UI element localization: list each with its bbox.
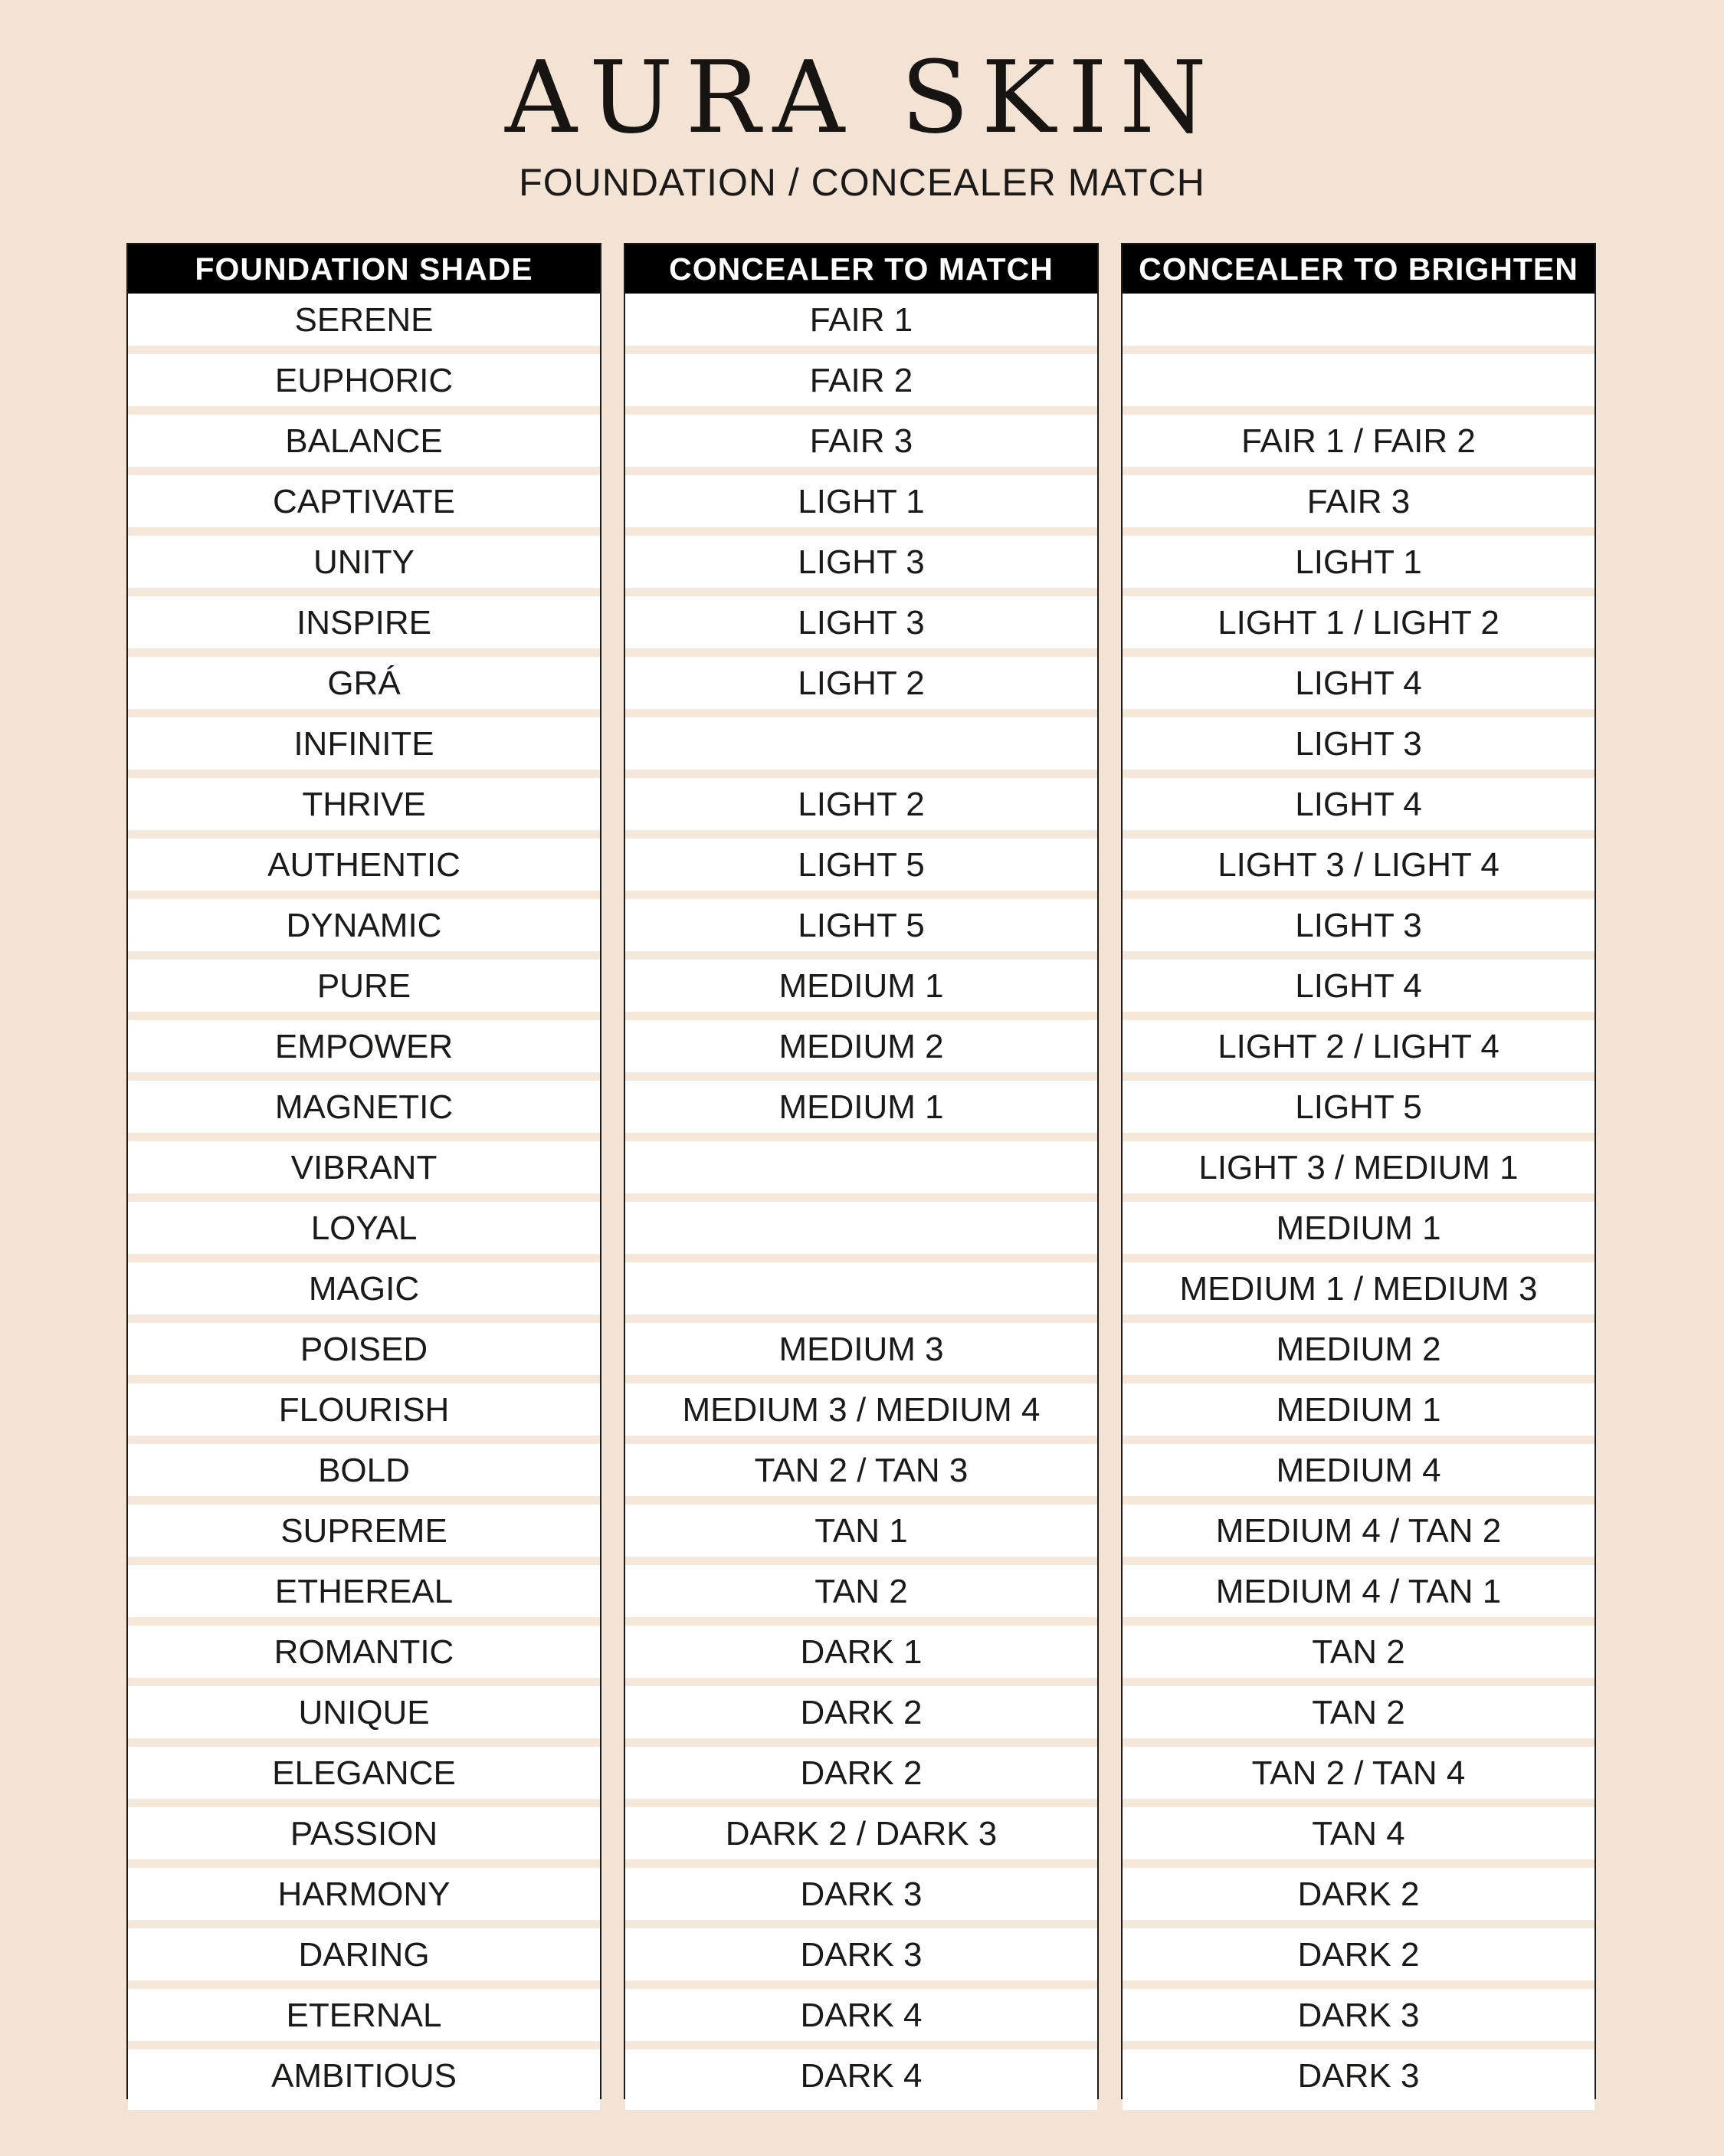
table-cell: MEDIUM 4 / TAN 2 xyxy=(1123,1505,1595,1565)
table-cell: LIGHT 1 xyxy=(1123,536,1595,596)
table-cell: HARMONY xyxy=(128,1868,600,1928)
table-cell: DYNAMIC xyxy=(128,899,600,960)
table-cell: DARK 4 xyxy=(625,1989,1097,2049)
table-cell: DARK 2 xyxy=(625,1747,1097,1807)
table-cell: LIGHT 5 xyxy=(625,838,1097,899)
table-cell: TAN 2 xyxy=(625,1565,1097,1626)
table-cell: MEDIUM 2 xyxy=(1123,1323,1595,1383)
table-cell: FAIR 2 xyxy=(625,354,1097,415)
column-foundation-shade xyxy=(126,243,601,2099)
table-cell: TAN 2 / TAN 3 xyxy=(625,1444,1097,1505)
column-concealer-to-brighten xyxy=(1121,243,1596,2099)
table-cell: EUPHORIC xyxy=(128,354,600,415)
table-cell: MAGNETIC xyxy=(128,1081,600,1141)
table-cell: DARK 3 xyxy=(1123,1989,1595,2049)
table-cell: MEDIUM 1 xyxy=(625,960,1097,1020)
column-header: CONCEALER TO MATCH xyxy=(625,244,1097,294)
table-cell: MEDIUM 4 / TAN 1 xyxy=(1123,1565,1595,1626)
table-cell: TAN 4 xyxy=(1123,1807,1595,1868)
table-cell: EMPOWER xyxy=(128,1020,600,1081)
table-cell: DARK 3 xyxy=(625,1928,1097,1989)
column-header: CONCEALER TO BRIGHTEN xyxy=(1123,244,1595,294)
table-cell: INSPIRE xyxy=(128,596,600,657)
table-cell: DARK 4 xyxy=(625,2049,1097,2110)
table-cell: LIGHT 5 xyxy=(625,899,1097,960)
column-header: FOUNDATION SHADE xyxy=(128,244,600,294)
table-cell: MEDIUM 1 xyxy=(1123,1383,1595,1444)
table-cell: LIGHT 3 / MEDIUM 1 xyxy=(1123,1141,1595,1202)
table-cell xyxy=(625,1262,1097,1323)
table-cell: ELEGANCE xyxy=(128,1747,600,1807)
table-cell: DARK 2 / DARK 3 xyxy=(625,1807,1097,1868)
table-cell: LIGHT 2 xyxy=(625,657,1097,717)
table-cell: LIGHT 3 xyxy=(1123,717,1595,778)
table-cell: MEDIUM 1 xyxy=(625,1081,1097,1141)
table-cell xyxy=(1123,294,1595,354)
table-cell xyxy=(625,1141,1097,1202)
table-cell: INFINITE xyxy=(128,717,600,778)
table-cell: DARK 3 xyxy=(1123,2049,1595,2110)
column-rows xyxy=(128,294,600,2110)
table-cell: FAIR 3 xyxy=(1123,475,1595,536)
table-cell: LIGHT 3 / LIGHT 4 xyxy=(1123,838,1595,899)
table-cell: LIGHT 4 xyxy=(1123,778,1595,838)
table-cell: LIGHT 5 xyxy=(1123,1081,1595,1141)
table-cell: LIGHT 2 / LIGHT 4 xyxy=(1123,1020,1595,1081)
table-cell xyxy=(625,717,1097,778)
table-cell: TAN 2 xyxy=(1123,1686,1595,1747)
table-cell xyxy=(625,1202,1097,1262)
table-cell: AMBITIOUS xyxy=(128,2049,600,2110)
table-cell: MEDIUM 3 xyxy=(625,1323,1097,1383)
table-cell: SUPREME xyxy=(128,1505,600,1565)
table-cell: DARK 2 xyxy=(1123,1868,1595,1928)
table-cell: GRÁ xyxy=(128,657,600,717)
table-cell: DARING xyxy=(128,1928,600,1989)
table-cell: AUTHENTIC xyxy=(128,838,600,899)
table-cell: LIGHT 4 xyxy=(1123,657,1595,717)
brand-title: AURA SKIN xyxy=(505,39,1219,156)
table-cell: LIGHT 3 xyxy=(625,596,1097,657)
table-cell: TAN 2 / TAN 4 xyxy=(1123,1747,1595,1807)
table-cell: POISED xyxy=(128,1323,600,1383)
table-cell: MEDIUM 1 / MEDIUM 3 xyxy=(1123,1262,1595,1323)
table-cell: PURE xyxy=(128,960,600,1020)
table-cell: FAIR 1 xyxy=(625,294,1097,354)
table-cell xyxy=(1123,354,1595,415)
table-cell: TAN 2 xyxy=(1123,1626,1595,1686)
table-cell: VIBRANT xyxy=(128,1141,600,1202)
column-rows xyxy=(1123,294,1595,2110)
table-cell: LOYAL xyxy=(128,1202,600,1262)
table-cell: LIGHT 2 xyxy=(625,778,1097,838)
table-cell: DARK 1 xyxy=(625,1626,1097,1686)
table-cell: BALANCE xyxy=(128,415,600,475)
table-cell: FLOURISH xyxy=(128,1383,600,1444)
table-cell: LIGHT 1 xyxy=(625,475,1097,536)
table-cell: THRIVE xyxy=(128,778,600,838)
table-cell: LIGHT 4 xyxy=(1123,960,1595,1020)
table-cell: ETERNAL xyxy=(128,1989,600,2049)
table-cell: FAIR 1 / FAIR 2 xyxy=(1123,415,1595,475)
table-cell: DARK 3 xyxy=(625,1868,1097,1928)
table-cell: SERENE xyxy=(128,294,600,354)
table-cell: FAIR 3 xyxy=(625,415,1097,475)
table-cell: LIGHT 1 / LIGHT 2 xyxy=(1123,596,1595,657)
page-subtitle: FOUNDATION / CONCEALER MATCH xyxy=(519,161,1205,204)
table-cell: DARK 2 xyxy=(1123,1928,1595,1989)
table-cell: TAN 1 xyxy=(625,1505,1097,1565)
table-cell: BOLD xyxy=(128,1444,600,1505)
table-cell: LIGHT 3 xyxy=(1123,899,1595,960)
table-cell: MEDIUM 4 xyxy=(1123,1444,1595,1505)
table-cell: MEDIUM 1 xyxy=(1123,1202,1595,1262)
table-cell: MEDIUM 3 / MEDIUM 4 xyxy=(625,1383,1097,1444)
table-cell: ETHEREAL xyxy=(128,1565,600,1626)
column-rows xyxy=(625,294,1097,2110)
table-cell: UNITY xyxy=(128,536,600,596)
table-cell: PASSION xyxy=(128,1807,600,1868)
column-concealer-to-match xyxy=(624,243,1099,2099)
table-cell: CAPTIVATE xyxy=(128,475,600,536)
table-cell: ROMANTIC xyxy=(128,1626,600,1686)
table-cell: LIGHT 3 xyxy=(625,536,1097,596)
table-cell: DARK 2 xyxy=(625,1686,1097,1747)
table-cell: MEDIUM 2 xyxy=(625,1020,1097,1081)
table-cell: MAGIC xyxy=(128,1262,600,1323)
table-cell: UNIQUE xyxy=(128,1686,600,1747)
